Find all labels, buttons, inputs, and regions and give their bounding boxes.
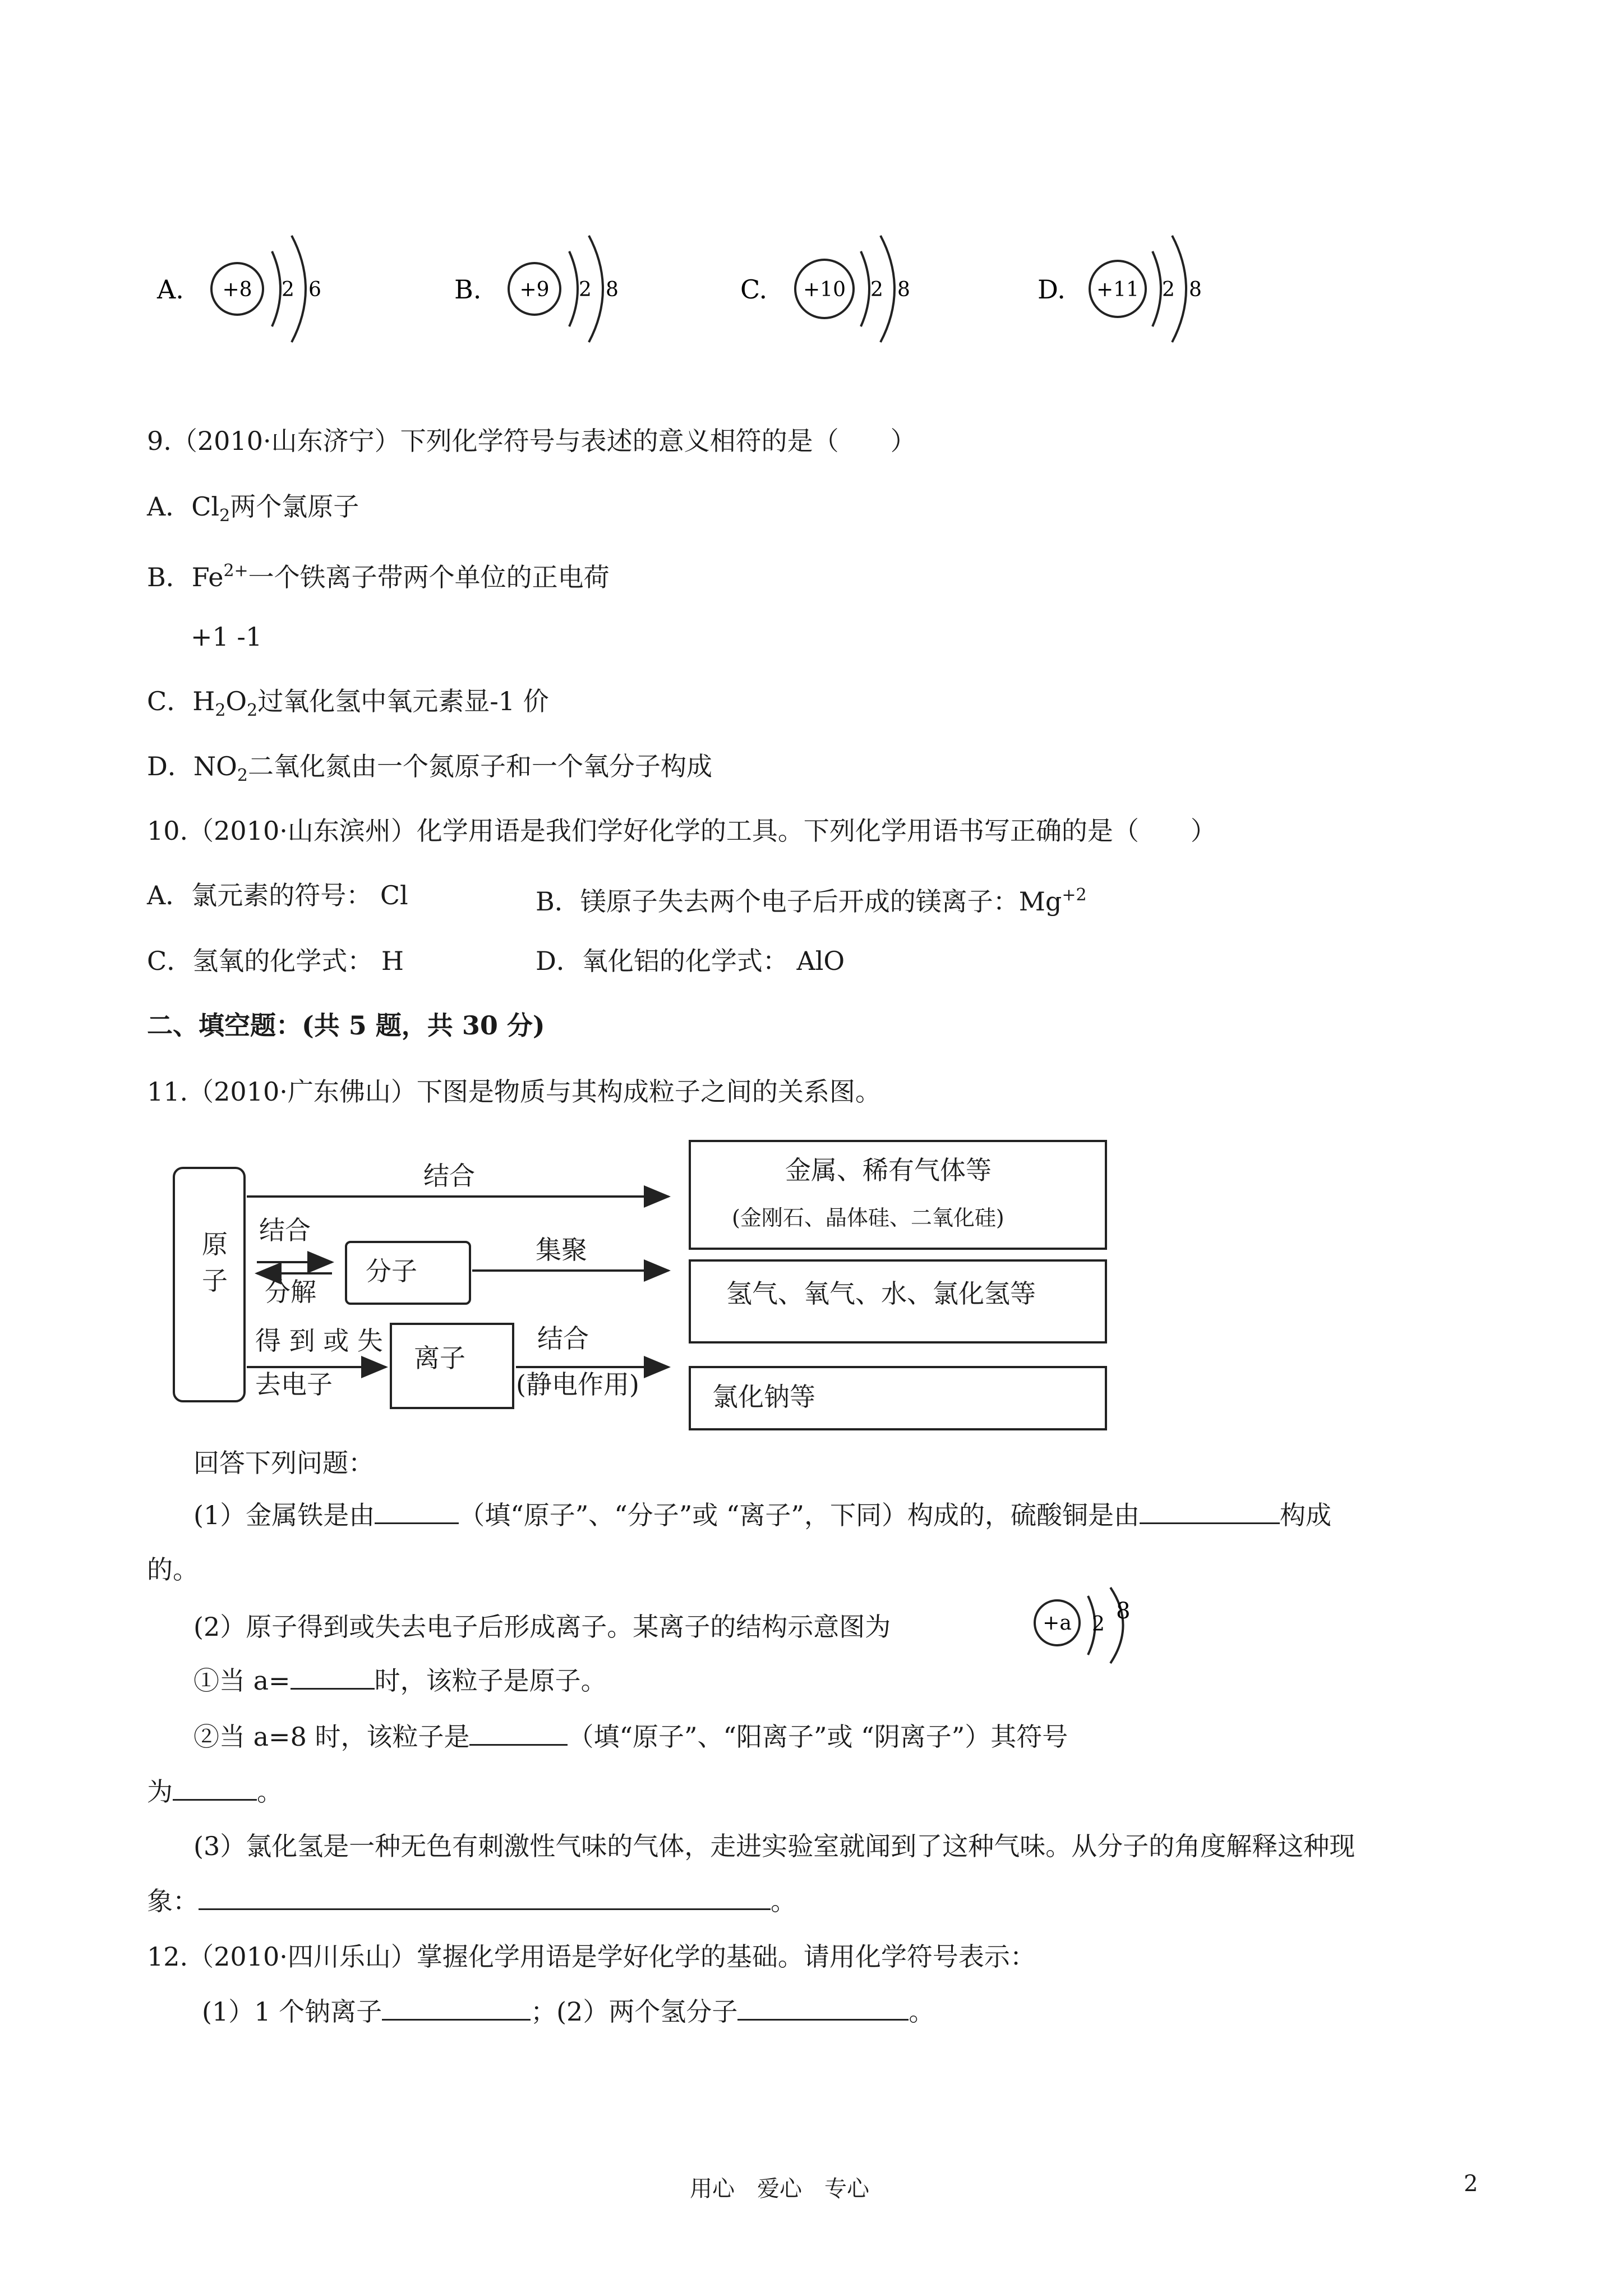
nucleus-charge: +8 xyxy=(222,278,252,301)
q9-valence-marks: +1 -1 xyxy=(191,622,262,652)
shell-electrons: 8 xyxy=(1189,278,1202,301)
ion-structure-diagram xyxy=(1026,1585,1195,1669)
part-text: 。 xyxy=(257,1777,283,1807)
answer-blank[interactable] xyxy=(291,1665,375,1690)
answer-blank[interactable] xyxy=(737,1996,909,2021)
shell-electrons: 2 xyxy=(870,278,883,301)
option-formula: C．H xyxy=(147,686,215,716)
diagram-label: C. xyxy=(740,274,768,305)
option-text: 过氧化氢中氧元素显-1 价 xyxy=(257,686,549,716)
part-text: ；(2）两个氢分子 xyxy=(531,1996,738,2027)
diagram-label: B. xyxy=(454,274,482,305)
diagram-label: A. xyxy=(157,274,184,305)
q11-part2-2 xyxy=(193,1721,1068,1752)
answer-blank[interactable] xyxy=(173,1777,257,1801)
diagram-label: D. xyxy=(1038,274,1066,305)
combine-label: 结合 xyxy=(259,1215,311,1245)
combine-label: 结合 xyxy=(423,1161,475,1191)
page-number: 2 xyxy=(1464,2171,1478,2197)
superscript: +2 xyxy=(1062,885,1087,905)
subscript: 2 xyxy=(215,701,226,720)
q11-part2: (2）原子得到或失去电子后形成离子。某离子的结构示意图为 xyxy=(193,1612,891,1642)
q11-part2-3 xyxy=(147,1776,283,1807)
nucleus-charge: +11 xyxy=(1096,278,1139,301)
metals-subtext: (金刚石、晶体硅、二氧化硅) xyxy=(732,1205,1004,1230)
q12-stem: 12.（2010·四川乐山）掌握化学用语是学好化学的基础。请用化学符号表示： xyxy=(147,1941,1036,1972)
shell-electrons: 2 xyxy=(1092,1613,1105,1636)
part-text: 象： xyxy=(147,1886,199,1916)
option-text: B．镁原子失去两个电子后开成的镁离子：Mg xyxy=(536,886,1062,917)
superscript: 2+ xyxy=(223,561,248,581)
part-text: 构成 xyxy=(1279,1500,1331,1530)
answer-blank[interactable] xyxy=(382,1996,531,2021)
section-heading: 二、填空题：(共 5 题，共 30 分) xyxy=(147,1010,545,1041)
part-text: （填“原子”、“分子”或 “离子”，下同）构成的，硫酸铜是由 xyxy=(459,1500,1140,1530)
answer-blank[interactable] xyxy=(375,1500,459,1524)
option-text: 一个铁离子带两个单位的正电荷 xyxy=(248,562,610,592)
option-formula: A．Cl xyxy=(147,491,220,522)
q11-stem: 11.（2010·广东佛山）下图是物质与其构成粒子之间的关系图。 xyxy=(147,1076,881,1107)
option-formula: D．NO xyxy=(147,751,237,781)
atom-label: 子 xyxy=(202,1266,228,1296)
q10-option-a: A．氯元素的符号： Cl xyxy=(147,880,408,910)
q11-part2-1 xyxy=(193,1665,607,1696)
combine-label: 结合 xyxy=(537,1323,589,1354)
nucleus-charge: +10 xyxy=(803,278,846,301)
part-text: 时，该粒子是原子。 xyxy=(374,1665,607,1696)
option-text: 两个氯原子 xyxy=(230,491,359,522)
shell-electrons: 2 xyxy=(282,278,294,301)
ionic-substances-text: 氯化钠等 xyxy=(712,1382,815,1412)
gain-lose-label: 去电子 xyxy=(255,1369,333,1400)
answer-blank[interactable] xyxy=(1140,1500,1280,1524)
subscript: 2 xyxy=(237,766,248,785)
shell-electrons: 8 xyxy=(897,278,910,301)
shell-electrons: 8 xyxy=(1116,1598,1131,1624)
shell-electrons: 2 xyxy=(1162,278,1175,301)
option-text: 二氧化氮由一个氮原子和一个氧分子构成 xyxy=(247,751,712,781)
gain-lose-label: 得 到 或 失 xyxy=(255,1326,383,1356)
option-formula: B．Fe xyxy=(147,562,224,592)
q11-part1-end: 的。 xyxy=(147,1554,199,1585)
q11-part1 xyxy=(193,1499,1331,1531)
decompose-label: 分解 xyxy=(265,1277,316,1307)
answer-intro: 回答下列问题： xyxy=(193,1448,374,1478)
part-text: 为 xyxy=(147,1777,173,1807)
shell-electrons: 2 xyxy=(579,278,592,301)
q10-stem: 10.（2010·山东滨州）化学用语是我们学好化学的工具。下列化学用语书写正确的是（ ） xyxy=(147,816,1216,846)
q12-answers xyxy=(202,1996,934,2027)
metals-text: 金属、稀有气体等 xyxy=(785,1155,992,1185)
part-text: （填“原子”、“阳离子”或 “阴离子”）其符号 xyxy=(568,1722,1068,1752)
nucleus-charge: +9 xyxy=(519,278,550,301)
shell-electrons: 6 xyxy=(308,278,321,301)
part-text: (1）1 个钠离子 xyxy=(202,1996,382,2027)
q10-option-c: C．氢氧的化学式： H xyxy=(147,946,404,976)
nucleus-charge: +a xyxy=(1043,1612,1072,1635)
subscript: 2 xyxy=(219,506,230,526)
molecule-label: 分子 xyxy=(366,1256,417,1286)
footer-motto: 用心 爱心 专心 xyxy=(690,2176,869,2202)
shell-electrons: 8 xyxy=(606,278,619,301)
part-text: ②当 a=8 时，该粒子是 xyxy=(193,1722,470,1752)
answer-blank[interactable] xyxy=(469,1722,568,1746)
part-text: ①当 a= xyxy=(193,1665,291,1696)
electrostatic-label: (静电作用) xyxy=(516,1369,639,1400)
subscript: 2 xyxy=(247,701,258,720)
atom-label: 原 xyxy=(202,1229,228,1259)
ion-label: 离子 xyxy=(414,1343,465,1373)
q11-part3: (3）氯化氢是一种无色有刺激性气味的气体，走进实验室就闻到了这种气味。从分子的角度解释这种现 xyxy=(193,1831,1355,1861)
part-text: 。 xyxy=(909,1996,935,2027)
gather-label: 集聚 xyxy=(536,1235,587,1265)
q9-stem: 9.（2010·山东济宁）下列化学符号与表述的意义相符的是（ ） xyxy=(147,426,916,456)
q10-option-d: D．氧化铝的化学式： AlO xyxy=(536,946,845,976)
answer-blank[interactable] xyxy=(199,1886,771,1910)
q11-part3-answer xyxy=(147,1885,796,1917)
option-formula: O xyxy=(225,686,247,716)
molecular-substances-text: 氢气、氧气、水、氯化氢等 xyxy=(726,1278,1036,1309)
part-text: 。 xyxy=(771,1886,796,1916)
part-text: (1）金属铁是由 xyxy=(193,1500,375,1530)
